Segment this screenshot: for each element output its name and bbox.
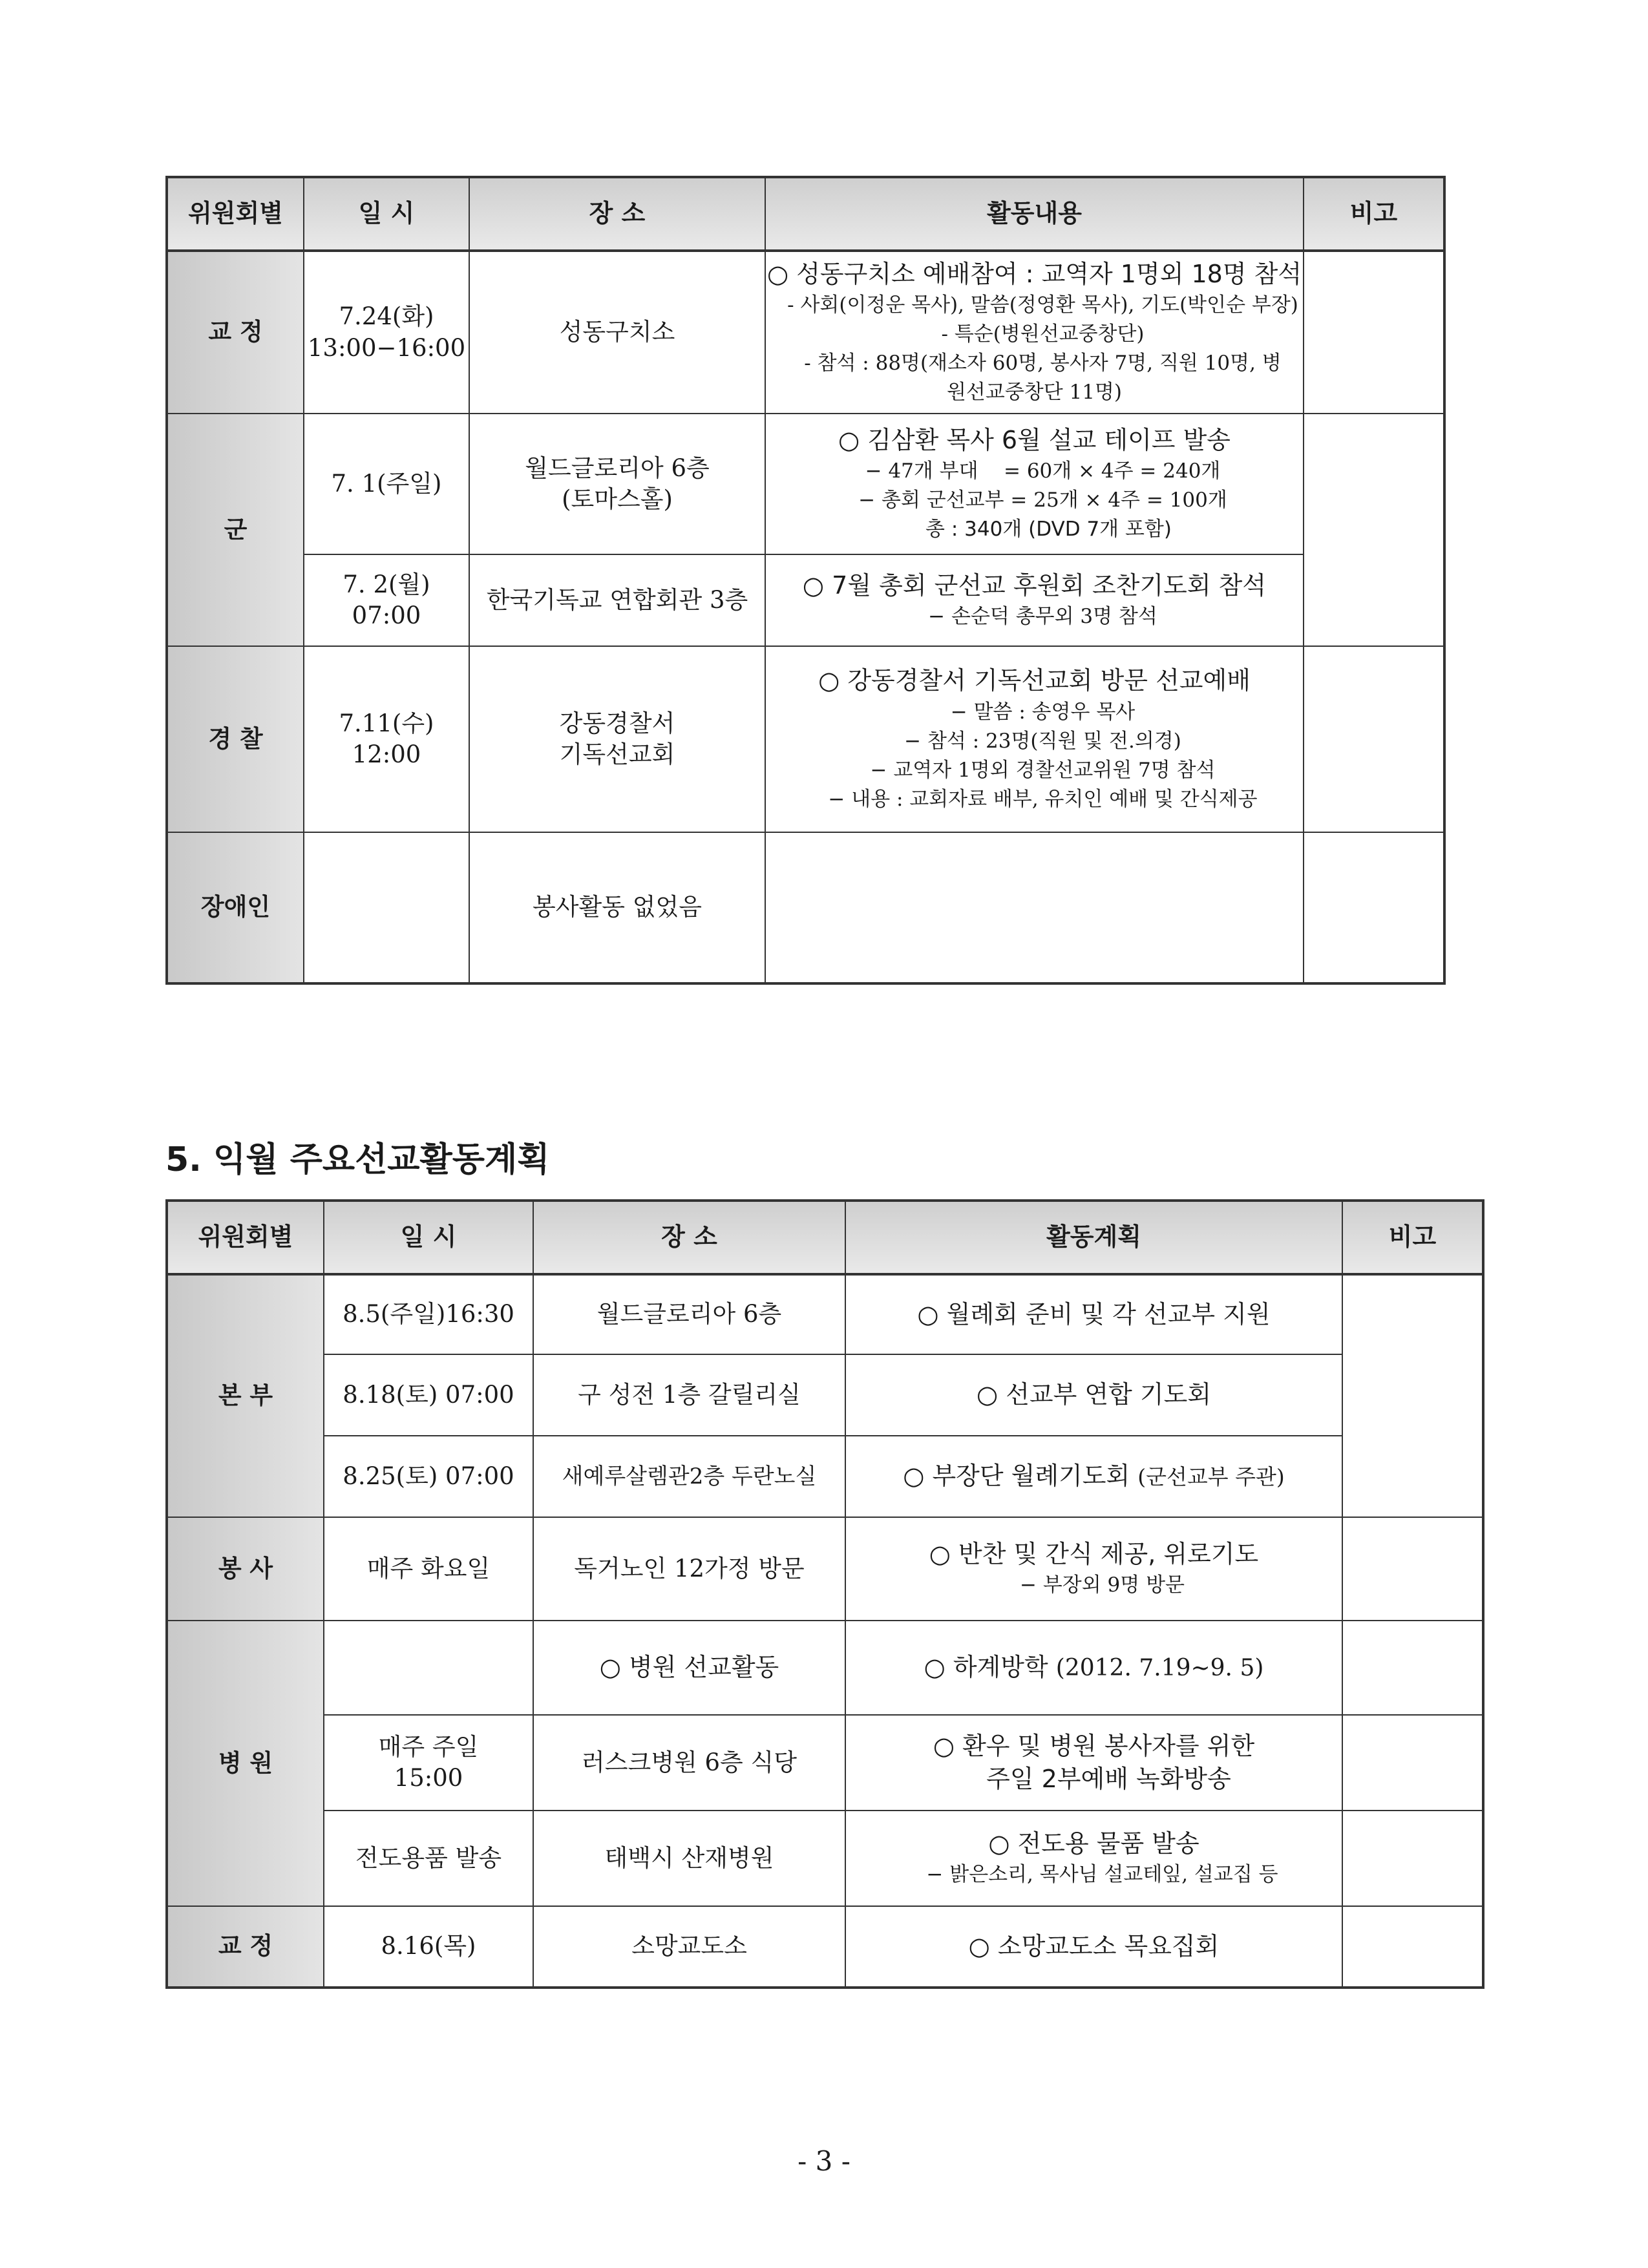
plan-text: ○ 부장단 월례기도회 (903, 1462, 1130, 1491)
date-cell (324, 1715, 533, 1811)
table-row (167, 414, 1444, 554)
header-note: 비고 (1304, 177, 1444, 251)
note-cell (1304, 646, 1444, 832)
plan-main: 주일 2부예배 녹화방송 (986, 1765, 1231, 1793)
place-cell (533, 1621, 845, 1715)
plan-main: ○ 환우 및 병원 봉사자를 위한 (933, 1731, 1255, 1760)
activity-sub: − 손순덕 총무외 3명 참석 (928, 605, 1157, 629)
header-committee: 위원회별 (167, 177, 304, 251)
place-cell: 새예루살렘관2층 두란노실 (533, 1436, 845, 1517)
page-number: - 3 - (798, 2145, 850, 2177)
activity-sub: − 참석 : 23명(직원 및 전.의경) (904, 729, 1181, 753)
activity-sub: − 총회 군선교부 = 25개 × 4주 = 100개 (858, 488, 1227, 512)
plan-cell (845, 1906, 1342, 1988)
plan-main: ○ 반찬 및 간식 제공, 위로기도 (929, 1539, 1259, 1568)
plan-cell (845, 1811, 1342, 1906)
table-row (167, 554, 1444, 646)
activity-cell (765, 414, 1304, 554)
time-text: 15:00 (394, 1764, 463, 1792)
date-cell: 8.16(목) (324, 1906, 533, 1988)
activity-cell (765, 251, 1304, 414)
category-correction: 교 정 (167, 251, 304, 414)
note-cell (1342, 1621, 1483, 1715)
date-cell: 8.18(토) 07:00 (324, 1354, 533, 1436)
place-text: 기독선교회 (559, 740, 675, 768)
table-row (167, 1436, 1483, 1517)
table-row (167, 251, 1444, 414)
header-note: 비고 (1342, 1201, 1483, 1274)
plan-main (846, 1651, 1342, 1685)
place-cell: 월드글로리아 6층 (533, 1274, 845, 1354)
table-row (167, 1517, 1483, 1621)
date-cell: 8.25(토) 07:00 (324, 1436, 533, 1517)
date-text: 7.11(수) (339, 709, 434, 737)
activity-main: ○ 7월 총회 군선교 후원회 조찬기도회 참석 (802, 571, 1267, 600)
plan-main: ○ 전도용 물품 발송 (988, 1829, 1199, 1858)
time-text: 07:00 (352, 602, 421, 629)
category-police: 경 찰 (167, 646, 304, 832)
date-text: 7.24(화) (339, 302, 434, 331)
place-text: 월드글로리아 6층 (525, 454, 710, 482)
header-datetime: 일 시 (324, 1201, 533, 1274)
header-datetime: 일 시 (304, 177, 469, 251)
plan-main: ○ 소망교도소 목요집회 (968, 1931, 1220, 1960)
monthly-activity-table (165, 176, 1446, 985)
plan-cell (845, 1715, 1342, 1811)
note-cell (1342, 1906, 1483, 1988)
place-cell (469, 646, 765, 832)
header-committee: 위원회별 (167, 1201, 324, 1274)
plan-main (846, 1460, 1342, 1493)
header-place: 장 소 (469, 177, 765, 251)
section-title: 5. 익월 주요선교활동계획 (165, 1140, 550, 1179)
date-text: 7. 2(월) (343, 570, 430, 598)
header-plan: 활동계획 (845, 1201, 1342, 1274)
table-header-row (167, 177, 1444, 251)
place-main: ○ 병원 선교활동 (599, 1653, 779, 1682)
table-row (167, 646, 1444, 832)
date-text: 매주 주일 (378, 1732, 479, 1761)
next-month-plan-table (165, 1199, 1484, 1989)
time-text: 12:00 (352, 740, 421, 768)
activity-main: ○ 김삼환 목사 6월 설교 테이프 발송 (838, 425, 1231, 454)
category-service: 봉 사 (167, 1517, 324, 1621)
table-row (167, 1906, 1483, 1988)
activity-sub: − 말씀 : 송영우 목사 (950, 700, 1136, 724)
date-cell (304, 832, 469, 983)
category-hospital: 병 원 (167, 1621, 324, 1906)
table-row (167, 832, 1444, 983)
activity-sub: - 특순(병원선교중창단) (941, 322, 1145, 346)
note-cell (1304, 251, 1444, 414)
note-cell (1304, 414, 1444, 646)
activity-main: ○ 강동경찰서 기독선교회 방문 선교예배 (818, 666, 1251, 695)
category-military: 군 (167, 414, 304, 646)
table-row (167, 1354, 1483, 1436)
plan-sub: − 밝은소리, 목사님 설교테잎, 설교집 등 (926, 1863, 1278, 1887)
plan-main: ○ 선교부 연합 기도회 (976, 1380, 1212, 1409)
place-cell: 소망교도소 (533, 1906, 845, 1988)
plan-cell (845, 1354, 1342, 1436)
activity-sub: - 참석 : 88명(재소자 60명, 봉사자 7명, 직원 10명, 병 (804, 352, 1282, 375)
header-activity: 활동내용 (765, 177, 1304, 251)
plan-cell (845, 1436, 1342, 1517)
plan-note: (군선교부 주관) (1137, 1464, 1285, 1490)
table-header-row (167, 1201, 1483, 1274)
plan-cell (845, 1621, 1342, 1715)
time-text: 13:00−16:00 (307, 333, 466, 362)
category-disabled: 장애인 (167, 832, 304, 983)
date-cell: 8.5(주일)16:30 (324, 1274, 533, 1354)
place-text: 강동경찰서 (559, 709, 675, 737)
place-text: (토마스홀) (562, 485, 673, 513)
date-cell (304, 646, 469, 832)
activity-cell (765, 832, 1304, 983)
plan-sub: − 부장외 9명 방문 (1020, 1573, 1185, 1597)
plan-text: ○ 하계방학 (924, 1653, 1048, 1682)
activity-sub: − 교역자 1명외 경찰선교위원 7명 참석 (870, 758, 1216, 782)
category-correction: 교 정 (167, 1906, 324, 1988)
plan-period: (2012. 7.19~9. 5) (1055, 1655, 1264, 1682)
activity-cell (765, 554, 1304, 646)
activity-sub: − 내용 : 교회자료 배부, 유치인 예배 및 간식제공 (828, 787, 1258, 811)
place-cell: 태백시 산재병원 (533, 1811, 845, 1906)
date-cell (304, 554, 469, 646)
activity-main: ○ 성동구치소 예배참여 : 교역자 1명외 18명 참석 (766, 259, 1302, 288)
note-cell (1342, 1517, 1483, 1621)
date-cell: 전도용품 발송 (324, 1811, 533, 1906)
table-row (167, 1274, 1483, 1354)
header-place: 장 소 (533, 1201, 845, 1274)
table-row (167, 1811, 1483, 1906)
place-cell: 독거노인 12가정 방문 (533, 1517, 845, 1621)
activity-cell (765, 646, 1304, 832)
date-cell: 매주 화요일 (324, 1517, 533, 1621)
activity-sub: − 47개 부대 = 60개 × 4주 = 240개 (865, 459, 1221, 483)
plan-main: ○ 월례회 준비 및 각 선교부 지원 (917, 1299, 1271, 1328)
activity-sub: - 사회(이정운 목사), 말씀(정영환 목사), 기도(박인순 부장) (787, 293, 1298, 317)
category-headquarters: 본 부 (167, 1274, 324, 1517)
date-cell (304, 251, 469, 414)
note-cell (1342, 1715, 1483, 1811)
activity-total: 총 : 340개 (DVD 7개 포함) (925, 518, 1172, 541)
place-cell: 구 성전 1층 갈릴리실 (533, 1354, 845, 1436)
table-row (167, 1715, 1483, 1811)
note-cell (1342, 1274, 1483, 1517)
activity-sub: 원선교중창단 11명) (946, 381, 1123, 404)
note-cell (1304, 832, 1444, 983)
place-cell (469, 414, 765, 554)
note-cell (1342, 1811, 1483, 1906)
date-cell (324, 1621, 533, 1715)
place-cell: 러스크병원 6층 식당 (533, 1715, 845, 1811)
plan-cell (845, 1274, 1342, 1354)
place-cell: 봉사활동 없었음 (469, 832, 765, 983)
table-row (167, 1621, 1483, 1715)
place-cell: 성동구치소 (469, 251, 765, 414)
plan-cell (845, 1517, 1342, 1621)
place-cell: 한국기독교 연합회관 3층 (469, 554, 765, 646)
date-cell: 7. 1(주일) (304, 414, 469, 554)
